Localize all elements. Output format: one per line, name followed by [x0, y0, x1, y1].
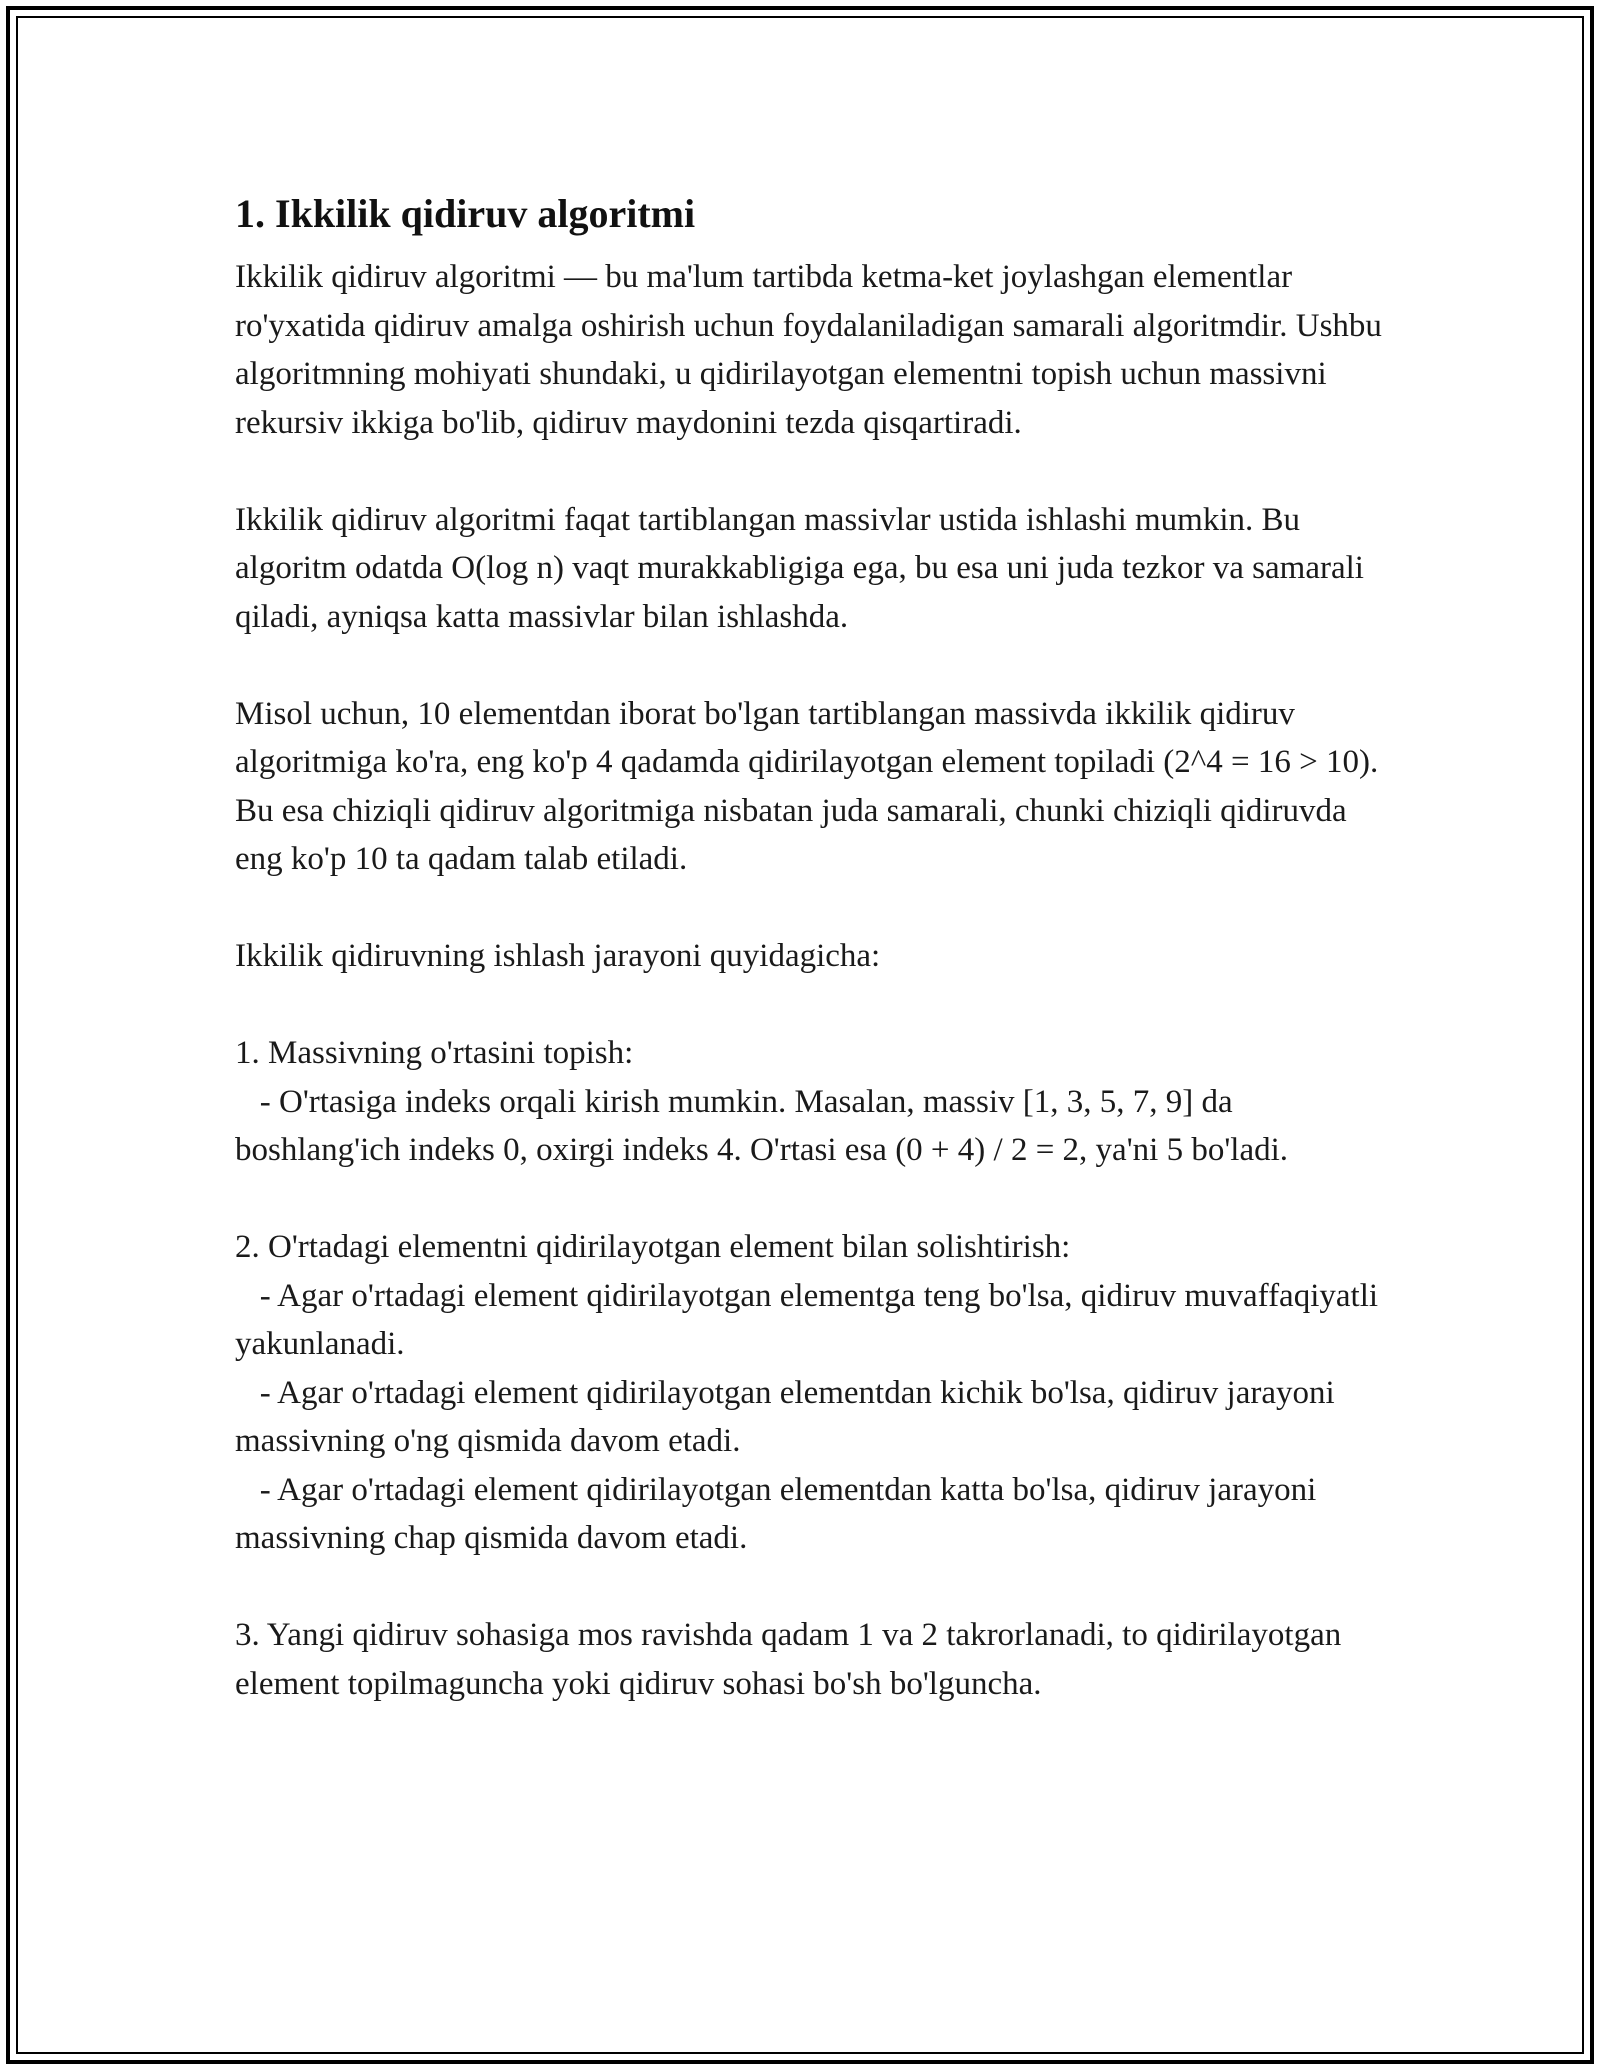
- paragraph-intro: Ikkilik qidiruv algoritmi — bu ma'lum tartibda ketma-ket joylashgan elementlar ro'yxatida qidiruv amalga oshirish uchun foydalaniladigan samarali algoritmdir. Ushbu algoritmning mohiyati shundaki, u qidirilayotgan elementni topish uchun massivni rekursiv ikkiga bo'lib, qidiruv maydonini tezda qisqartiradi.: [235, 259, 1391, 441]
- paragraph-spacer: [235, 1175, 1385, 1224]
- document-body: [235, 185, 1391, 1708]
- paragraph-spacer: [235, 447, 1385, 496]
- step-3-repeat: 3. Yangi qidiruv sohasiga mos ravishda qadam 1 va 2 takrorlanadi, to qidirilayotgan element topilmaguncha yoki qidiruv sohasi bo'sh bo'lguncha.: [235, 1617, 1350, 1702]
- paragraph-spacer: [235, 641, 1385, 690]
- paragraph-example: Misol uchun, 10 elementdan iborat bo'lgan tartiblangan massivda ikkilik qidiruv algoritmiga ko'ra, eng ko'p 4 qadamda qidirilayotgan element topiladi (2^4 = 16 > 10). Bu esa chiziqli qidiruv algoritmiga nisbatan juda samarali, chunki chiziqli qidiruvda eng ko'p 10 ta qadam talab etiladi.: [235, 695, 1387, 877]
- step-2-compare: 2. O'rtadagi elementni qidirilayotgan element bilan solishtirish: - Agar o'rtadagi element qidirilayotgan elementga teng bo'lsa, qidiruv muvaffaqiyatli yakunlanadi. - Agar o'rtadagi element qidirilayotgan elementdan kichik bo'lsa, qidiruv jarayoni massivning o'ng qismida davom etadi. - Agar o'rtadagi element qidirilayotgan elementdan katta bo'lsa, qidiruv jarayoni massivning chap qismida davom etadi.: [235, 1229, 1379, 1556]
- paragraph-spacer: [235, 981, 1385, 1030]
- paragraph-spacer: [235, 1563, 1385, 1612]
- step-1-find-middle: 1. Massivning o'rtasini topish: - O'rtasiga indeks orqali kirish mumkin. Masalan, massiv [1, 3, 5, 7, 9] da boshlang'ich indeks 0, oxirgi indeks 4. O'rtasi esa (0 + 4) / 2 = 2, ya'ni 5 bo'ladi.: [235, 1035, 1289, 1168]
- paragraph-process-intro: Ikkilik qidiruvning ishlash jarayoni quyidagicha:: [235, 938, 881, 974]
- paragraph-spacer: [235, 884, 1385, 933]
- section-heading: 1. Ikkilik qidiruv algoritmi: [235, 191, 696, 236]
- paragraph-complexity: Ikkilik qidiruv algoritmi faqat tartiblangan massivlar ustida ishlashi mumkin. Bu algoritm odatda O(log n) vaqt murakkabligiga ega, bu esa uni juda tezkor va samarali qiladi, ayniqsa katta massivlar bilan ishlashda.: [235, 501, 1373, 635]
